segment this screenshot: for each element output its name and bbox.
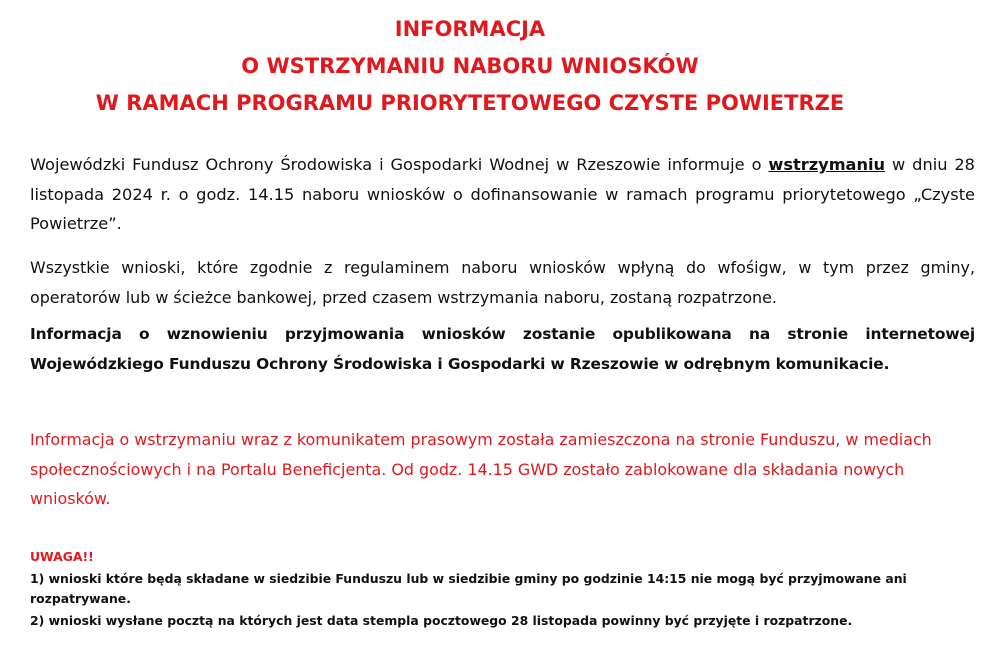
p1-text-after: w dniu 28 listopada 2024 r. o godz. 14.15 naboru wniosków o dofinansowanie w ramach programu priorytetowego „Czyste Powietrze”. [30, 155, 975, 233]
title-line-3: W RAMACH PROGRAMU PRIORYTETOWEGO CZYSTE POWIETRZE [95, 91, 845, 115]
p1-emphasis-suspension: wstrzymaniu [768, 155, 886, 174]
paragraph-suspension-notice [30, 150, 975, 239]
warning-title: UWAGA!! [30, 549, 94, 564]
paragraph-applications-processed: Wszystkie wnioski, które zgodnie z regulaminem naboru wniosków wpłyną do wfośigw, w tym przez gminy, operatorów lub w ścieżce bankowej, przed czasem wstrzymania naboru, zostaną rozpatrzone. [30, 258, 975, 307]
paragraph-press-communication: Informacja o wstrzymaniu wraz z komunikatem prasowym została zamieszczona na stronie Funduszu, w mediach społecznościowych i na Portalu Beneficjenta. Od godz. 14.15 GWD zostało zablokowane dla składania nowych wniosków. [30, 430, 932, 508]
p1-text-before: Wojewódzki Fundusz Ochrony Środowiska i Gospodarki Wodnej w Rzeszowie informuje o [30, 155, 769, 174]
paragraph-resumption-info: Informacja o wznowieniu przyjmowania wniosków zostanie opublikowana na stronie internetowej Wojewódzkiego Funduszu Ochrony Środowiska i Gospodarki w Rzeszowie w odrębnym komunikacie. [30, 325, 975, 373]
title-line-1: INFORMACJA [394, 17, 546, 41]
warning-item-1: 1) wnioski które będą składane w siedzibie Funduszu lub w siedzibie gminy po godzinie 14:15 nie mogą być przyjmowane ani rozpatrywane. [30, 571, 907, 606]
title-line-2: O WSTRZYMANIU NABORU WNIOSKÓW [241, 54, 699, 78]
warning-item-2: 2) wnioski wysłane pocztą na których jest data stempla pocztowego 28 listopada powinny być przyjęte i rozpatrzone. [30, 613, 853, 628]
